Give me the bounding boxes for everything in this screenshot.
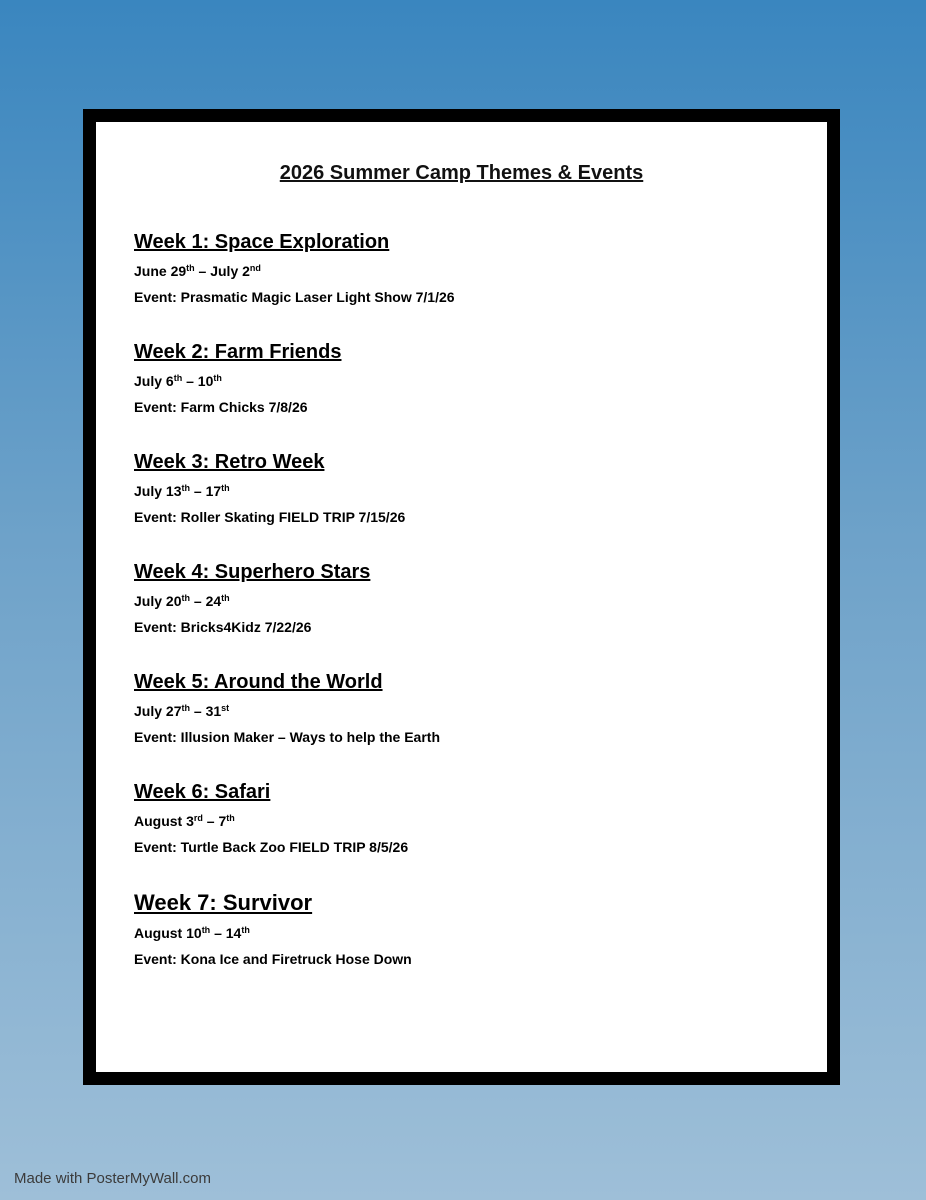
week-section-7 (134, 890, 807, 968)
week-dates: July 20th – 24th (134, 593, 230, 609)
week-section-6 (134, 780, 807, 856)
week-dates: July 27th – 31st (134, 703, 230, 719)
document-sheet (96, 122, 827, 1072)
week-heading: Week 4: Superhero Stars (134, 561, 371, 583)
week-section-2 (134, 340, 807, 416)
week-event: Event: Farm Chicks 7/8/26 (134, 399, 308, 415)
week-event: Event: Kona Ice and Firetruck Hose Down (134, 951, 412, 967)
week-heading: Week 7: Survivor (134, 890, 313, 915)
week-dates: August 10th – 14th (134, 925, 250, 941)
week-section-5 (134, 670, 807, 746)
week-event: Event: Roller Skating FIELD TRIP 7/15/26 (134, 509, 406, 525)
week-dates: June 29th – July 2nd (134, 263, 261, 279)
week-event: Event: Turtle Back Zoo FIELD TRIP 8/5/26 (134, 839, 409, 855)
week-dates: July 13th – 17th (134, 483, 230, 499)
poster-frame (83, 109, 840, 1085)
week-section-1 (134, 230, 807, 306)
week-event: Event: Prasmatic Magic Laser Light Show 7/1/26 (134, 289, 455, 305)
week-heading: Week 6: Safari (134, 781, 271, 803)
week-heading: Week 3: Retro Week (134, 451, 325, 473)
week-heading: Week 2: Farm Friends (134, 341, 342, 363)
week-event: Event: Bricks4Kidz 7/22/26 (134, 619, 312, 635)
week-section-4 (134, 560, 807, 636)
week-heading: Week 5: Around the World (134, 671, 383, 693)
week-event: Event: Illusion Maker – Ways to help the Earth (134, 729, 440, 745)
week-heading: Week 1: Space Exploration (134, 231, 390, 253)
week-section-3 (134, 450, 807, 526)
document-title: 2026 Summer Camp Themes & Events (279, 162, 644, 184)
week-dates: August 3rd – 7th (134, 813, 235, 829)
week-dates: July 6th – 10th (134, 373, 222, 389)
postermywall-watermark: Made with PosterMyWall.com (14, 1170, 211, 1187)
